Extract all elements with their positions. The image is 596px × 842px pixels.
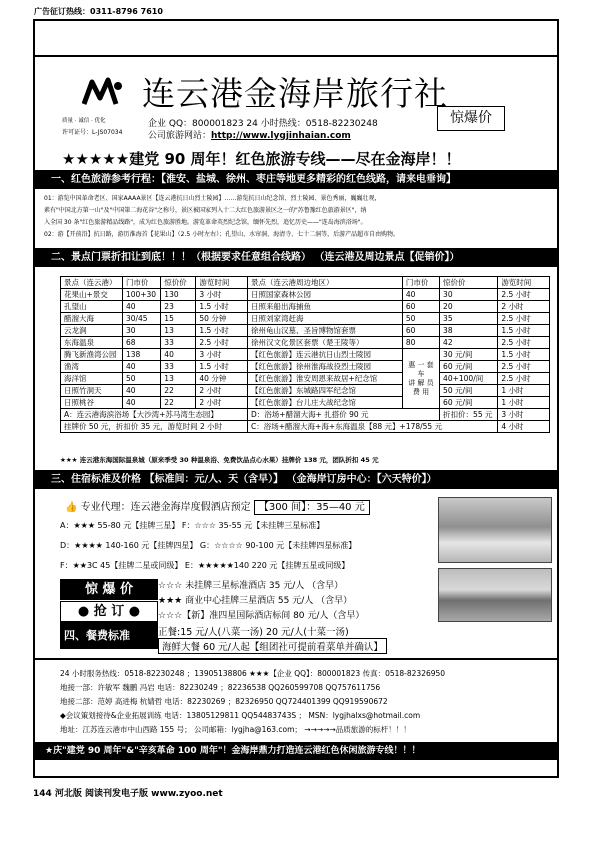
table-cell: 50 <box>122 373 160 385</box>
table-cell: 醋溜大海 <box>61 313 123 325</box>
combo-cell: 3 小时 <box>498 409 550 421</box>
table-row <box>61 313 550 325</box>
table-cell: 50 元/间 <box>440 385 498 397</box>
table-cell: 1.5 小时 <box>498 349 550 361</box>
catering-label: 四、餐费标准 <box>60 622 158 649</box>
agent-price-box: 【300 间】：35—40 元 <box>254 500 370 515</box>
table-cell: 1.5 小时 <box>196 325 248 337</box>
side-label-a: 惠 一 套 车 <box>408 360 434 378</box>
table-cell: 40 <box>122 397 160 409</box>
table-cell: 138 <box>122 349 160 361</box>
combo-row <box>61 421 550 433</box>
table-cell: 23 <box>161 301 196 313</box>
table-cell: 50 分钟 <box>196 313 248 325</box>
table-cell: 渔湾 <box>61 361 123 373</box>
table-cell: 2.5 小时 <box>498 313 550 325</box>
table-cell: 【红色旅游】连云港抗日山烈士陵园 <box>248 349 403 361</box>
section-bar-tickets: 二、景点门票折扣让到底！！！（根据要求任意组合线路） （连云港及周边景点【促销价】） <box>35 248 557 267</box>
itinerary-line: 入全国 30 条"红色旅游精品线路"，成为红色旅游胜地。游览革命英烈纪念馆，缅怀先烈，追忆历史——"连岛海滨浴场"。 <box>44 219 367 226</box>
itinerary-line: 素有"中国北方第一山"及"中国第二海花谷"之称号，景区被国家列入十二大红色旅游景区之一的"苏鲁豫红色旅游景区"，纳 <box>44 207 367 214</box>
itinerary-line: 02：游【开前沿】抗日路，游历淮海首【花果山】（2.5 小时左右）；孔望山、水帘洞、海清寺、七十二洞等，后游产品超市自由购物。 <box>44 231 400 238</box>
table-cell: 15 <box>161 313 196 325</box>
hotel-rate-row: A：★★★ 55-80 元【挂牌三星】 F：☆☆☆ 35-55 元【未挂牌三星标准】 <box>60 521 325 530</box>
website-line <box>148 128 351 141</box>
table-cell: 1.5 小时 <box>196 361 248 373</box>
table-cell: 30/45 <box>122 313 160 325</box>
combo-cell: 折扣价：55 元 <box>440 409 498 421</box>
table-cell: 1 小时 <box>498 397 550 409</box>
column-header: 门市价 <box>402 277 439 289</box>
hotel-agent-line <box>65 498 370 513</box>
table-cell: 40 <box>122 361 160 373</box>
table-cell: 1 小时 <box>498 385 550 397</box>
hotel-rate-row: D：★★★★ 140-160 元【挂牌四星】 G：☆☆☆☆ 90-100 元【未挂牌四星标准】 <box>60 541 357 550</box>
table-cell: 20 <box>440 301 498 313</box>
table-cell: 1.5 小时 <box>196 301 248 313</box>
table-cell: 33 <box>161 337 196 349</box>
agent-label: 专业代理：连云港金海岸度假酒店预定 <box>80 502 251 513</box>
table-cell: 30 <box>122 325 160 337</box>
headline-slogan: ★★★★★建党 90 周年！红色旅游专线——尽在金海岸！！ <box>62 150 461 168</box>
table-cell: 22 <box>161 397 196 409</box>
table-cell: 海洋馆 <box>61 373 123 385</box>
column-header: 惊价价 <box>440 277 498 289</box>
table-cell: 3 小时 <box>196 349 248 361</box>
table-cell: 云龙涧 <box>61 325 123 337</box>
table-row <box>61 301 550 313</box>
table-cell: 13 <box>161 373 196 385</box>
table-row <box>61 361 550 373</box>
page-footer: 144 河北版 阅读刊发电子版 www.zyoo.net <box>33 789 223 799</box>
itinerary-line: 01：游览中国革命老区、国家AAAA景区【连云港抗日山烈士陵园】……游览抗日山纪念馆、烈士陵园、景色秀丽，巍巍壮观， <box>44 195 381 202</box>
contact-info-line: 地址：江苏连云港市中山西路 155 号； 公司邮箱：lygjha@163.com； →→→→→品质旅游的标杆！！！ <box>60 725 411 734</box>
table-row <box>61 337 550 349</box>
table-cell: 日照国家森林公园 <box>248 289 403 301</box>
thumbs-up-icon: 👍 <box>65 502 78 513</box>
column-header: 惊价价 <box>161 277 196 289</box>
table-row <box>61 397 550 409</box>
shock-price-label: 惊 爆 价 <box>60 579 158 600</box>
table-cell: 3 小时 <box>196 289 248 301</box>
table-cell: 2.5 小时 <box>498 361 550 373</box>
column-header: 门市价 <box>122 277 160 289</box>
column-header: 游览时间 <box>498 277 550 289</box>
table-cell: 日照桃谷 <box>61 397 123 409</box>
side-label-b: 讲 解 员 费 用 <box>408 378 434 396</box>
contact-info-line: 24 小时服务热线：0518-82230248 ；13905138806 ★★★【企业 QQ】：800001823 传真：0518-82326950 <box>60 669 446 678</box>
website-label: 公司旅游网站： <box>148 131 212 141</box>
table-cell: 2 小时 <box>196 385 248 397</box>
table-row <box>61 289 550 301</box>
combo-cell: 挂牌价 50 元，折扣价 35 元，游览时间 2 小时 <box>61 421 248 433</box>
table-row <box>61 385 550 397</box>
contact-info-line: 地接二部：范婷 高进梅 杭婧哲 电话：82230269 ；82326950 QQ724401399 QQ919590672 <box>60 697 388 706</box>
hotel-rate-row: F：★★3C 45【挂牌二星或同级】 E：★★★★★140 220 元【挂牌五星或同级】 <box>60 561 350 570</box>
itinerary-description <box>44 193 550 241</box>
discount-side-label <box>402 349 439 409</box>
table-cell: 30 元/间 <box>440 349 498 361</box>
table-cell: 【红色旅游】台儿庄大战纪念馆 <box>248 397 403 409</box>
table-cell: 2 小时 <box>196 397 248 409</box>
frame-divider <box>33 55 559 57</box>
table-cell: 2.5 小时 <box>498 373 550 385</box>
license-number: 许可证号：L-JS07034 <box>62 129 123 136</box>
table-cell: 22 <box>161 385 196 397</box>
frame-divider <box>33 658 559 660</box>
combo-cell: A：连云港海滨浴场【大沙湾+苏马湾生态园】 <box>61 409 248 421</box>
table-cell: 2.5 小时 <box>498 337 550 349</box>
special-price-line: ☆☆☆【新】准四星国际酒店标间 80 元/人（含早） <box>158 611 365 621</box>
catering-line: 海鲜大餐 60 元/人起【组团社可提前看菜单并确认】 <box>158 638 387 654</box>
table-cell: 40+100/间 <box>440 373 498 385</box>
table-cell: 100+30 <box>122 289 160 301</box>
table-cell: 40 <box>402 289 439 301</box>
combo-cell: 4 小时 <box>498 421 550 433</box>
column-header: 景点（连云港周边地区） <box>248 277 403 289</box>
table-cell: 【红色旅游】徐州淮海战役烈士陵园 <box>248 361 403 373</box>
table-cell: 60 元/间 <box>440 397 498 409</box>
table-cell: 40 <box>161 349 196 361</box>
grab-order-label: ● 抢 订 ● <box>60 601 158 622</box>
column-header: 景点（连云港） <box>61 277 123 289</box>
hot-spring-footnote: ★★★ 连云港东海国际温泉城（原来季受 30 种温泉浴、免费饮品点心水果）挂牌价 138 元，团队折扣 45 元 <box>60 456 379 464</box>
table-cell: 35 <box>440 313 498 325</box>
catering-line: 正餐:15 元/人(八菜一汤) 20 元/人(十菜一汤) <box>158 627 349 638</box>
table-cell: 60 元/间 <box>440 361 498 373</box>
table-cell: 50 <box>402 313 439 325</box>
promo-badge: 惊爆价 <box>437 106 505 131</box>
company-logo-icon <box>82 76 124 106</box>
combo-row <box>61 409 550 421</box>
table-cell: 2 小时 <box>498 301 550 313</box>
table-cell: 2.5 小时 <box>196 337 248 349</box>
table-cell: 徐州龟山汉墓、圣旨博物馆套票 <box>248 325 403 337</box>
table-cell: 40 <box>122 385 160 397</box>
table-cell: 日照刘家湾赶海 <box>248 313 403 325</box>
table-cell: 60 <box>402 325 439 337</box>
table-cell: 68 <box>122 337 160 349</box>
hotel-room-photo <box>438 497 552 563</box>
table-cell: 【红色旅游】淮安周恩来故居+纪念馆 <box>248 373 403 385</box>
company-tagline: 质量 · 诚信 · 优化 <box>62 118 106 124</box>
table-row <box>61 349 550 361</box>
section-bar-lodging: 三、住宿标准及价格 【标准间：元/人、天（含早）】 （金海岸订房中心：【六天特价】） <box>35 470 557 489</box>
table-cell: 80 <box>402 337 439 349</box>
company-title: 连云港金海岸旅行社 <box>142 74 448 113</box>
table-cell: 花果山+景交 <box>61 289 123 301</box>
table-cell: 130 <box>161 289 196 301</box>
table-cell: 日照来船出海捕鱼 <box>248 301 403 313</box>
table-row <box>61 325 550 337</box>
table-header-row <box>61 277 550 289</box>
table-cell: 日照竹洞天 <box>61 385 123 397</box>
column-header: 游览时间 <box>196 277 248 289</box>
section-bar-red-tourism: 一、红色旅游参考行程：【淮安、盐城、徐州、枣庄等地更多精彩的红色线路，请来电垂询】 <box>35 170 557 189</box>
table-cell: 40 分钟 <box>196 373 248 385</box>
table-cell: 13 <box>161 325 196 337</box>
combo-cell: D：浴场+醋溜大海+ 扎搭价 90 元 <box>248 409 440 421</box>
table-cell: 42 <box>440 337 498 349</box>
contact-info-line: 地接一部：许敏军 魏鹏 冯岩 电话：82230249 ；82236538 QQ260599708 QQ757611756 <box>60 683 381 692</box>
contact-line: 企业 QQ：800001823 24 小时热线：0518-82230248 <box>148 119 378 129</box>
table-cell: 2.5 小时 <box>498 289 550 301</box>
contact-info-line: ◆会议策划接待&企业拓展训练 电话：13805129811 QQ54483743S ； MSN：lygjhalxs@hotmail.com <box>60 711 421 720</box>
seaside-photo <box>438 568 552 622</box>
table-cell: 33 <box>161 361 196 373</box>
combo-cell: C：浴场+醋溜大海+海+东海温泉【88 元】+178/55 元 <box>248 421 498 433</box>
table-cell: 60 <box>402 301 439 313</box>
special-price-line: ★★★ 商业中心挂牌三星酒店 55 元/人 （含早） <box>158 596 353 606</box>
table-cell: 30 <box>440 289 498 301</box>
table-cell: 孔望山 <box>61 301 123 313</box>
special-price-line: ☆☆☆ 未挂牌三星标准酒店 35 元/人 （含早） <box>158 581 344 591</box>
table-cell: 东海温泉 <box>61 337 123 349</box>
table-cell: 38 <box>440 325 498 337</box>
website-link[interactable]: http://www.lygjinhaian.com <box>211 131 351 141</box>
table-row <box>61 373 550 385</box>
table-cell: 1.5 小时 <box>498 325 550 337</box>
table-cell: 腾飞新渔湾公园 <box>61 349 123 361</box>
bottom-slogan-bar: ★庆"建党 90 周年"&"辛亥革命 100 周年"！金海岸鼎力打造连云港红色休闲旅游专线！！！ <box>35 742 557 760</box>
table-cell: 40 <box>122 301 160 313</box>
table-cell: 徐州汉文化景区套票（楚王陵等） <box>248 337 403 349</box>
ad-hotline: 广告征订热线：0311-8796 7610 <box>34 7 163 16</box>
ticket-price-table <box>60 276 550 433</box>
table-cell: 【红色旅游】东城路四军纪念馆 <box>248 385 403 397</box>
